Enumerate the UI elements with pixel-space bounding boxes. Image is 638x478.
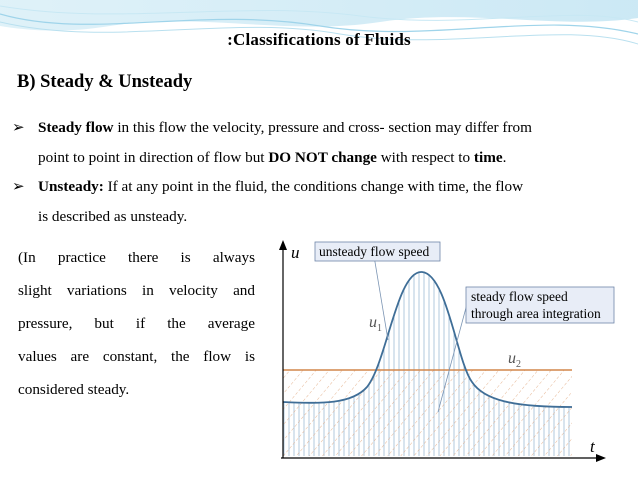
slide-title: :Classifications of Fluids [227,30,411,49]
x-axis-arrow-icon [596,454,606,462]
steady-area [283,370,572,456]
note-line: considered steady. [18,381,130,398]
section-heading: B) Steady & Unsteady [17,72,193,92]
bullet-arrow-icon: ➢ [12,120,25,136]
y-axis-label: u [291,243,300,262]
practice-note [18,241,255,406]
callout-steady-line2: through area integration [471,306,601,321]
flow-speed-figure [262,232,638,478]
term-unsteady: Unsteady: [38,178,104,195]
label-u1: $u_1$ [369,314,382,334]
label-u2: $u_2$ [508,350,521,370]
note-line: (In practice there is always [18,249,255,266]
note-line: slight variations in velocity and [18,282,255,299]
note-line: values are constant, the flow is [18,348,255,365]
note-line: pressure, but if the average [18,315,255,332]
callout-steady-line1: steady flow speed [471,289,568,304]
term-steady-flow: Steady flow [38,119,114,136]
x-axis-label: t [590,437,595,456]
bullet-arrow-icon: ➢ [12,179,25,195]
emphasis-time: time [473,149,503,166]
y-axis-arrow-icon [279,240,287,250]
emphasis-do-not-change: DO NOT change [268,149,377,166]
callout-unsteady-text: unsteady flow speed [319,244,430,259]
